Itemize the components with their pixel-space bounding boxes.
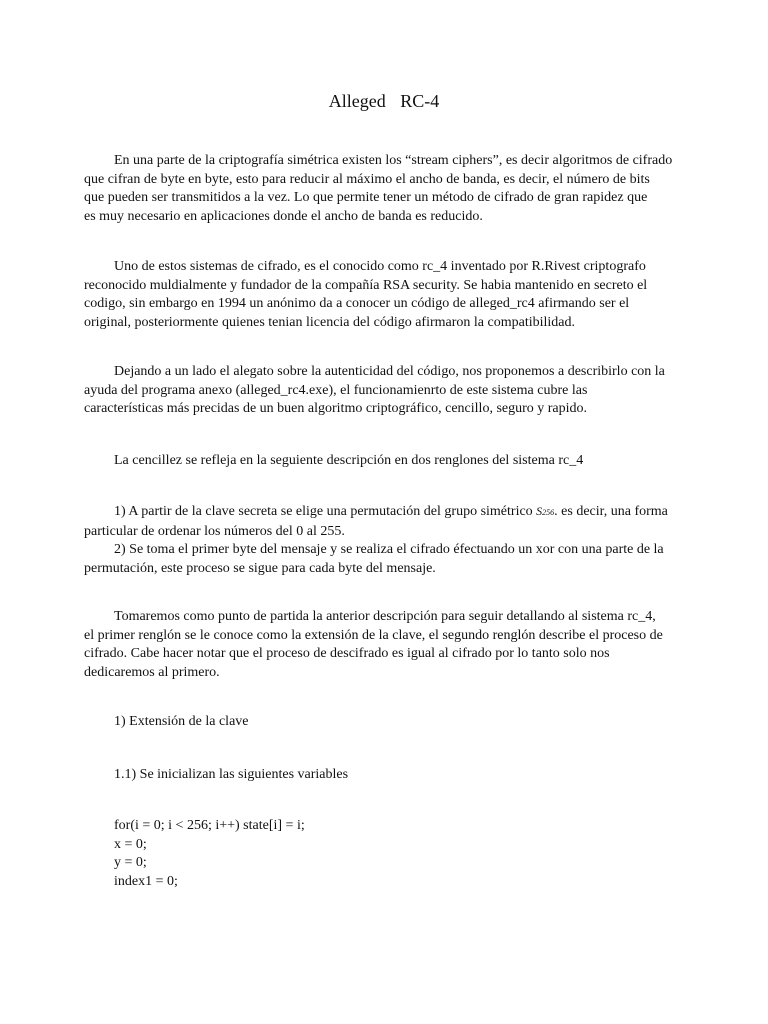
text-line: reconocido muldialmente y fundador de la compañía RSA security. Se habia mantenido en secreto el bbox=[84, 277, 648, 293]
code-line: for(i = 0; i < 256; i++) state[i] = i; bbox=[114, 818, 305, 833]
text-line: 1.1) Se inicializan las siguientes variables bbox=[114, 767, 349, 782]
paragraph-description-intro bbox=[84, 363, 674, 419]
paragraph-starting-point bbox=[84, 608, 674, 682]
code-line: x = 0; bbox=[114, 836, 147, 852]
text-line-with-symbol bbox=[114, 502, 674, 523]
text-fragment: . es decir, una forma bbox=[554, 504, 668, 519]
text-line: dedicaremos al primero. bbox=[84, 664, 220, 680]
text-line: La cencillez se refleja en la seguiente descripción en dos renglones del sistema rc_4 bbox=[114, 453, 584, 468]
text-line: que cifran de byte en byte, esto para reducir al máximo el ancho de banda, es decir, el número de bits bbox=[84, 171, 650, 187]
section-heading-key-extension bbox=[114, 713, 674, 732]
text-line: ayuda del programa anexo (alleged_rc4.exe), el funcionamienrto de este sistema cubre las bbox=[84, 382, 588, 398]
text-line: codigo, sin embargo en 1994 un anónimo da a conocer un código de alleged_rc4 afirmando ser el bbox=[84, 296, 630, 311]
text-line: Dejando a un lado el alegato sobre la autenticidad del código, nos proponemos a describirlo con la bbox=[114, 364, 665, 379]
text-line: permutación, este proceso se sigue para cada byte del mensaje. bbox=[84, 560, 436, 576]
text-line: que pueden ser transmitidos a la vez. Lo que permite tener un método de cifrado de gran rapidez que bbox=[84, 190, 648, 205]
paragraph-rc4-history bbox=[84, 258, 674, 332]
text-fragment: 1) A partir de la clave secreta se elige una permutación del grupo simétrico bbox=[114, 504, 537, 519]
text-line: Uno de estos sistemas de cifrado, es el conocido como rc_4 inventado por R.Rivest criptografo bbox=[114, 259, 646, 274]
text-line: En una parte de la criptografía simétrica existen los “stream ciphers”, es decir algoritmos de cifrado bbox=[114, 153, 673, 168]
text-line: 1) Extensión de la clave bbox=[114, 714, 249, 729]
document-title: Alleged RC-4 bbox=[328, 91, 440, 111]
text-line: es muy necesario en aplicaciones donde el ancho de banda es reducido. bbox=[84, 208, 483, 224]
symbol-subscript: 256 bbox=[542, 508, 555, 517]
text-line: el primer renglón se le conoce como la extensión de la clave, el segundo renglón describe el proceso de bbox=[84, 627, 663, 643]
text-line: particular de ordenar los números del 0 al 255. bbox=[84, 523, 345, 539]
paragraph-two-steps bbox=[84, 502, 674, 578]
section-heading-init-variables bbox=[114, 766, 674, 785]
text-line: Tomaremos como punto de partida la anterior descripción para seguir detallando al sistema rc_4, bbox=[114, 609, 656, 624]
code-line: index1 = 0; bbox=[114, 873, 178, 889]
symmetric-group-symbol: S256 bbox=[536, 504, 555, 518]
text-line: características más precidas de un buen algoritmo criptográfico, cencillo, seguro y rapido. bbox=[84, 401, 588, 416]
paragraph-stream-ciphers bbox=[84, 152, 674, 226]
text-line: 2) Se toma el primer byte del mensaje y se realiza el cifrado éfectuando un xor con una parte de la bbox=[114, 542, 664, 557]
paragraph-simplicity bbox=[114, 452, 674, 471]
code-block bbox=[114, 817, 674, 891]
text-line: original, posteriormente quienes tenian licencia del código afirmaron la compatibilidad. bbox=[84, 314, 575, 330]
code-line: y = 0; bbox=[114, 855, 147, 870]
text-line: cifrado. Cabe hacer notar que el proceso de descifrado es igual al cifrado por lo tanto solo nos bbox=[84, 646, 610, 661]
